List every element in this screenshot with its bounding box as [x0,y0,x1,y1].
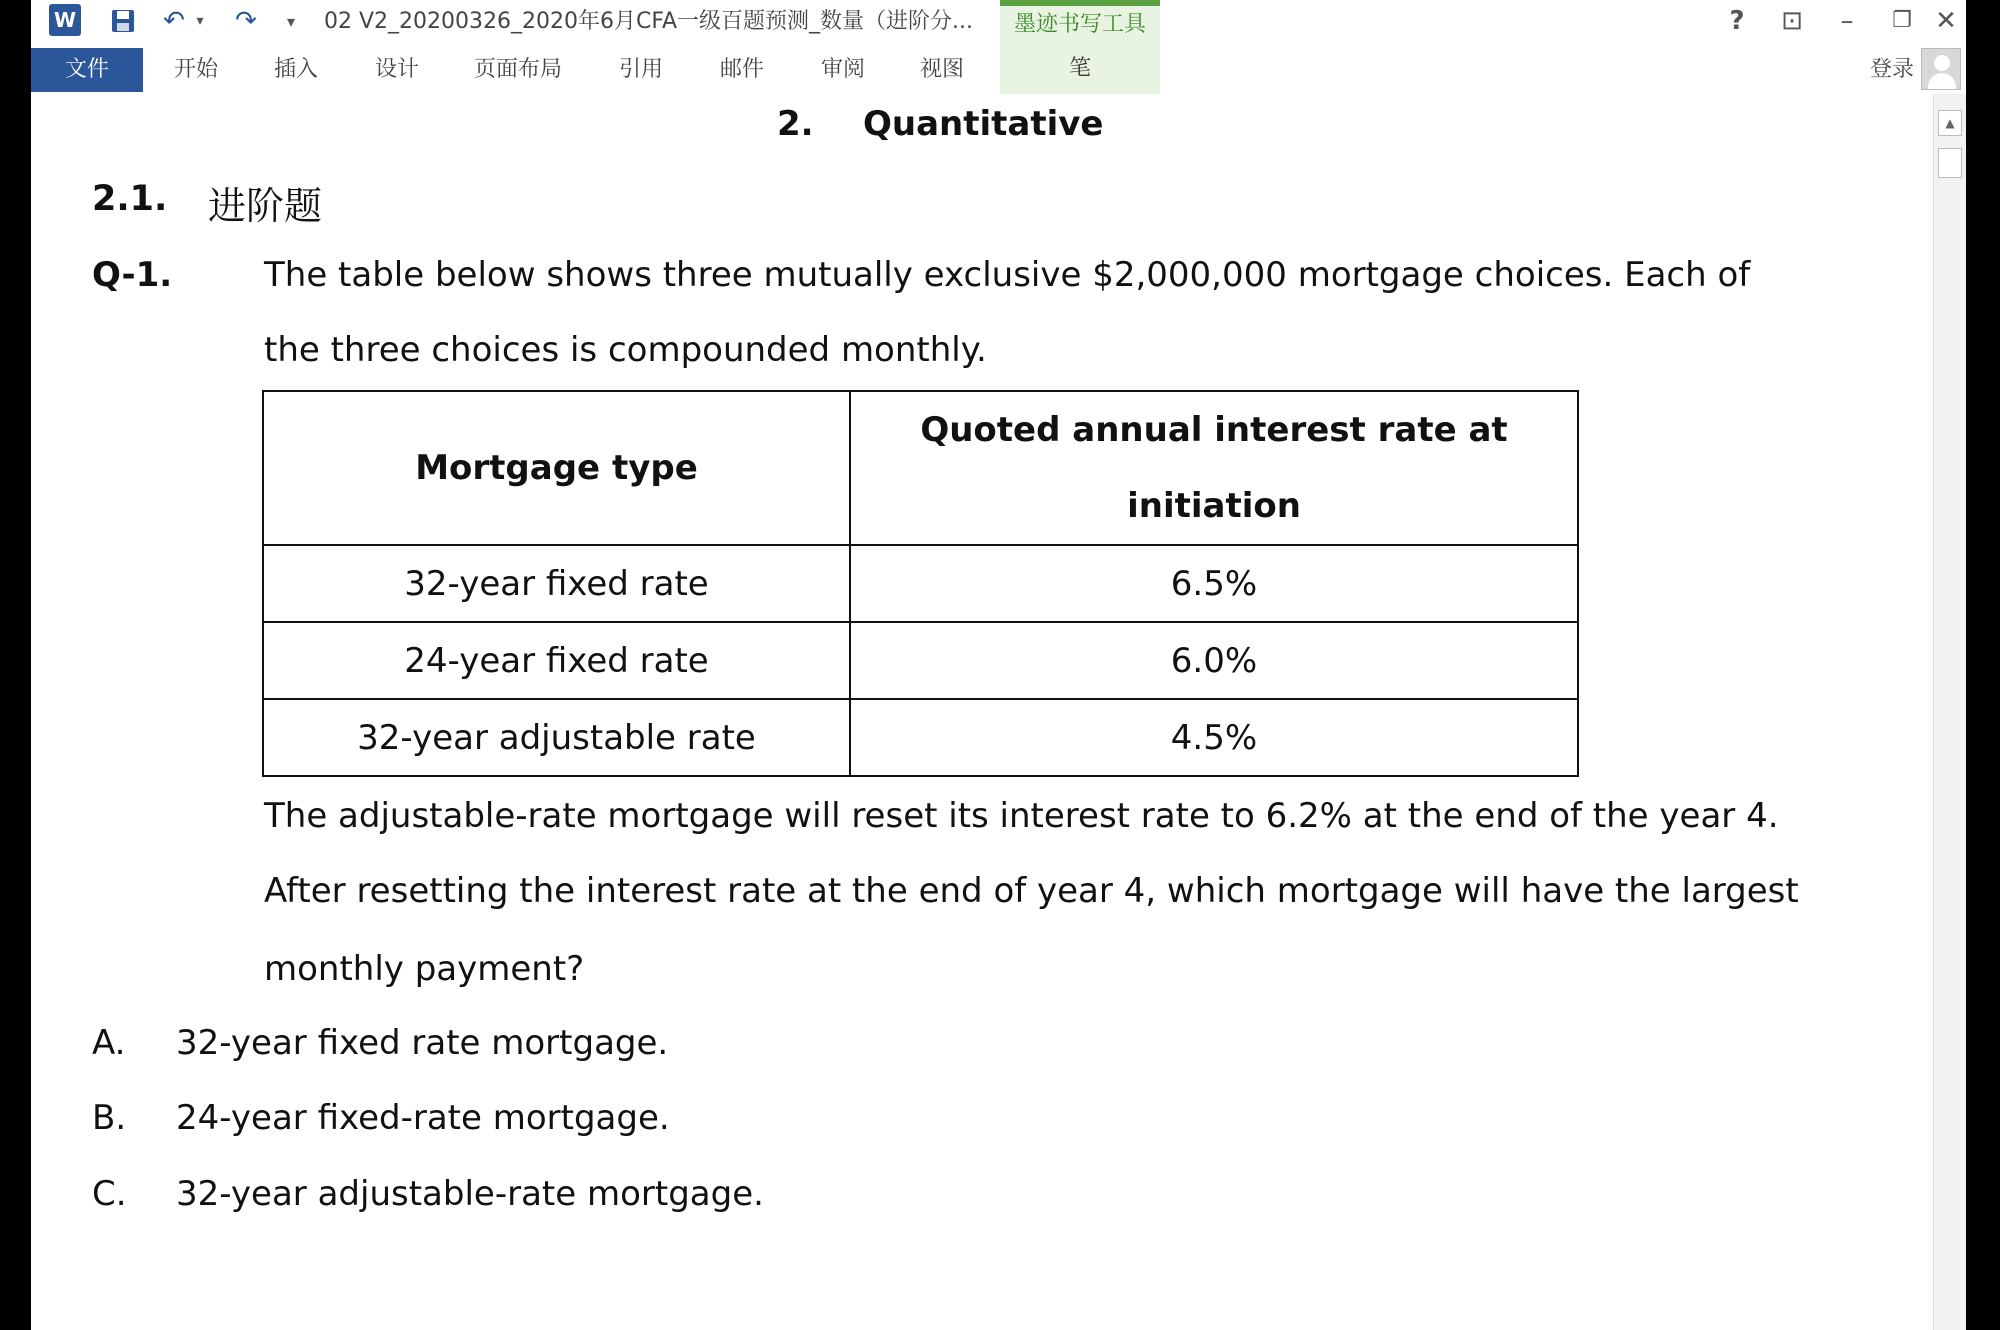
body-text-line-3: monthly payment? [264,949,585,989]
option-c-letter: C. [92,1174,127,1214]
tab-review[interactable]: 审阅 [821,57,866,82]
body-text-line-1: The adjustable-rate mortgage will reset its interest rate to 6.2% at the end of the year 4. [264,796,1779,836]
ribbon-display-options-button[interactable]: ⊡ [1781,6,1803,36]
question-label: Q-1. [92,255,173,295]
tab-mailings[interactable]: 邮件 [720,57,765,82]
mortgage-table [262,390,1579,777]
table-cell-rate: 6.5% [850,545,1578,622]
user-avatar-icon[interactable] [1921,48,1961,90]
table-cell-rate: 4.5% [850,699,1578,776]
undo-dropdown-icon[interactable]: ▾ [196,13,204,29]
undo-icon[interactable]: ↶ [163,6,185,36]
minimize-button[interactable]: – [1840,6,1854,36]
table-header-row [263,391,1578,545]
table-header-mortgage-type: Mortgage type [263,391,850,545]
chapter-title: Quantitative [863,104,1104,144]
sign-in-link[interactable]: 登录 [1870,57,1915,82]
body-text-line-2: After resetting the interest rate at the end of year 4, which mortgage will have the largest [264,871,1799,911]
question-text-line-1: The table below shows three mutually exclusive $2,000,000 mortgage choices. Each of [264,255,1751,295]
question-text-line-2: the three choices is compounded monthly. [264,330,987,370]
ribbon-tabs [31,44,1966,94]
table-cell-rate: 6.0% [850,622,1578,699]
tab-file[interactable]: 文件 [31,48,143,92]
save-icon[interactable] [103,4,143,38]
tab-insert[interactable]: 插入 [274,57,319,82]
option-a-text: 32-year fixed rate mortgage. [176,1023,669,1063]
tab-view[interactable]: 视图 [920,57,965,82]
table-row [263,622,1578,699]
table-cell-mortgage-type: 24-year fixed rate [263,622,850,699]
table-row [263,545,1578,622]
table-header-interest-rate: Quoted annual interest rate at initiation [850,391,1578,545]
document-title: 02 V2_20200326_2020年6月CFA一级百题预测_数量（进阶分... [324,9,974,34]
tab-pen[interactable]: 笔 [1000,44,1160,94]
title-bar [31,0,1966,44]
customize-quick-access-icon[interactable]: ▾ [286,11,296,31]
vertical-scrollbar[interactable] [1933,94,1966,1330]
option-b-letter: B. [92,1098,127,1138]
option-c-text: 32-year adjustable-rate mortgage. [176,1174,764,1214]
tab-design[interactable]: 设计 [375,57,420,82]
section-number: 2.1. [92,179,168,219]
maximize-button[interactable]: ❐ [1892,8,1912,33]
chapter-number: 2. [777,104,814,144]
tab-home[interactable]: 开始 [174,57,219,82]
table-row [263,699,1578,776]
section-title: 进阶题 [208,184,323,228]
help-button[interactable]: ? [1729,6,1745,36]
option-a-letter: A. [92,1023,126,1063]
scroll-thumb[interactable] [1938,148,1962,178]
word-app-icon[interactable]: W [49,4,81,36]
table-cell-mortgage-type: 32-year fixed rate [263,545,850,622]
redo-icon[interactable]: ↷ [235,6,257,36]
document-page[interactable] [31,94,1928,1330]
ink-tools-context-label: 墨迹书写工具 [1000,0,1160,44]
close-button[interactable]: ✕ [1935,6,1957,36]
option-b-text: 24-year fixed-rate mortgage. [176,1098,670,1138]
tab-references[interactable]: 引用 [619,57,664,82]
tab-page-layout[interactable]: 页面布局 [474,57,563,82]
word-window [31,0,1966,1330]
table-cell-mortgage-type: 32-year adjustable rate [263,699,850,776]
scroll-up-arrow-icon[interactable]: ▲ [1938,110,1962,136]
